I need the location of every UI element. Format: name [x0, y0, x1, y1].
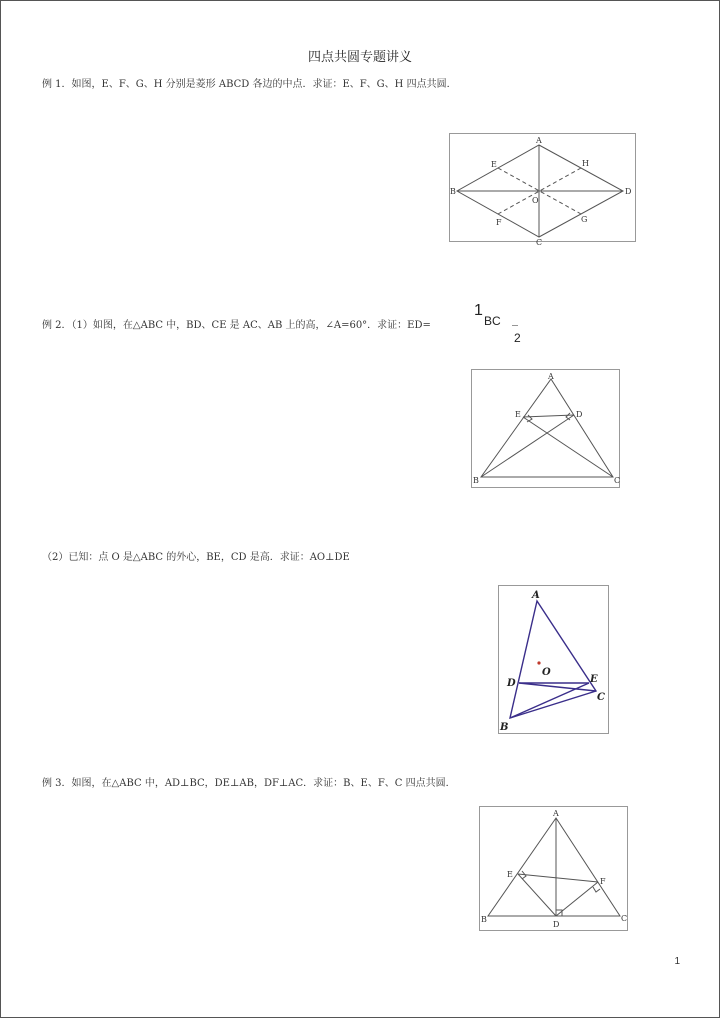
example-1-text: 例 1．如图，E、F、G、H 分别是菱形 ABCD 各边的中点．求证：E、F、G、H 四点共圆． — [42, 79, 457, 90]
fig4-label-c: C — [621, 914, 628, 923]
fraction-numerator: 1 — [474, 302, 483, 319]
fig2-label-e: E — [515, 410, 521, 419]
fig4-label-b: B — [481, 915, 487, 924]
fig3-label-e: E — [590, 674, 598, 685]
fig2-label-b: B — [473, 476, 479, 485]
fig1-label-f: F — [496, 218, 502, 227]
example-3-text: 例 3．如图，在△ABC 中，AD⊥BC，DE⊥AB，DF⊥AC．求证：B、E、F、C 四点共圆． — [42, 778, 456, 789]
circumcenter-dot — [537, 661, 540, 664]
fraction-bar: _ — [512, 312, 518, 326]
page-title: 四点共圆专题讲义 — [307, 50, 412, 65]
fig3-label-b: B — [500, 722, 509, 733]
fig1-label-b: B — [450, 187, 456, 196]
fig2-label-c: C — [614, 476, 621, 485]
fig1-label-d: D — [625, 187, 632, 196]
fig2-label-a: A — [548, 372, 554, 381]
fraction-denominator: 2 — [514, 331, 521, 345]
fig4-label-d: D — [553, 920, 560, 929]
fig4-label-a: A — [553, 809, 559, 818]
fig3-label-a: A — [532, 590, 540, 601]
figure-4-triangle — [479, 806, 629, 932]
fig4-label-f: F — [600, 877, 606, 886]
fig3-label-c: C — [597, 692, 605, 703]
fraction-bc: BC — [484, 314, 501, 328]
fig1-label-o: O — [532, 196, 539, 205]
fig1-label-a: A — [536, 136, 542, 145]
figure-2-triangle — [471, 369, 621, 489]
figure-1-rhombus — [449, 133, 637, 245]
example-2-text: 例 2．（1）如图，在△ABC 中，BD、CE 是 AC、AB 上的高，∠A=60°．求证：ED= — [42, 320, 431, 331]
page-number: 1 — [674, 956, 680, 967]
figure-3-triangle — [498, 585, 610, 735]
fig3-label-d: D — [507, 678, 516, 689]
example-2b-text: （2）已知：点 O 是△ABC 的外心，BE，CD 是高．求证：AO⊥DE — [42, 552, 350, 563]
fig1-label-g: G — [581, 215, 588, 224]
fig3-label-o: O — [542, 667, 551, 678]
fig2-label-d: D — [576, 410, 583, 419]
fig4-label-e: E — [507, 870, 513, 879]
fig1-label-e: E — [491, 160, 497, 169]
fig1-label-c: C — [536, 238, 543, 245]
fig1-label-h: H — [582, 159, 589, 168]
